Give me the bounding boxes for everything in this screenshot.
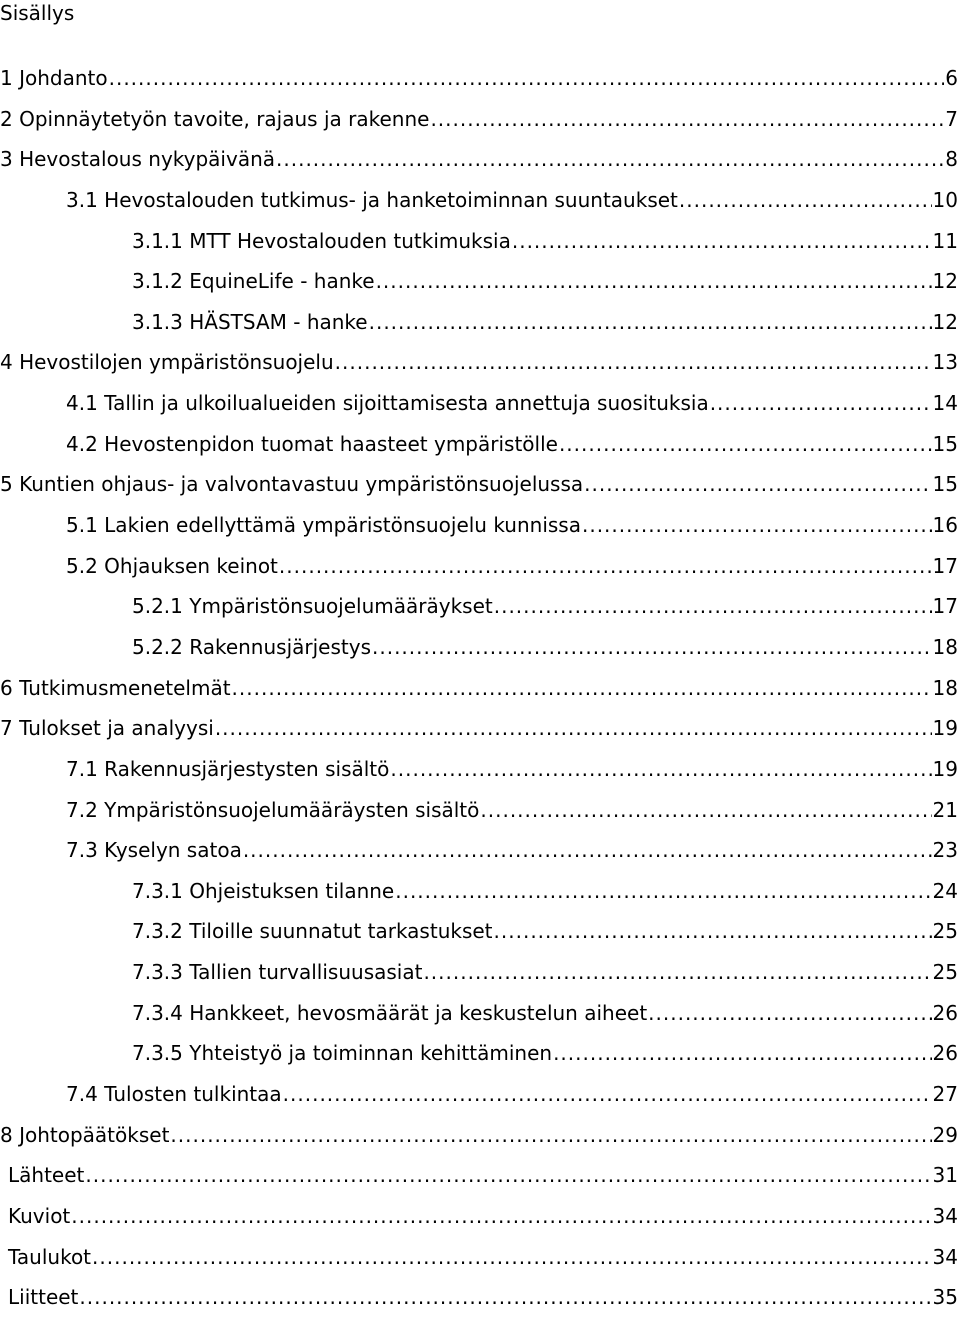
- toc-entry-label: 7.2 Ympäristönsuojelumääräysten sisältö: [66, 797, 480, 822]
- dot-leader: [372, 627, 932, 668]
- toc-entry-label: 7.3.4 Hankkeet, hevosmäärät ja keskustelun aiheet: [132, 1000, 648, 1025]
- toc-entry[interactable]: [0, 139, 958, 180]
- toc-entry-page-number: 17: [932, 553, 958, 578]
- toc-entry-page-number: 6: [945, 66, 958, 90]
- toc-entry-label: 7.3.5 Yhteistyö ja toiminnan kehittäminen: [132, 1041, 553, 1066]
- toc-entry-label: 7.1 Rakennusjärjestysten sisältö: [66, 756, 390, 781]
- toc-entry[interactable]: [0, 1237, 958, 1278]
- toc-entry-label: 8 Johtopäätökset: [0, 1122, 170, 1147]
- toc-entry-page-number: 17: [932, 594, 958, 619]
- toc-entry-page-number: 19: [932, 716, 958, 741]
- toc-entry[interactable]: [0, 1196, 958, 1237]
- toc-entry[interactable]: [0, 993, 958, 1034]
- dot-leader: [369, 302, 932, 343]
- dot-leader: [215, 708, 932, 749]
- toc-entry-label: 5.2.1 Ympäristönsuojelumääräykset: [132, 594, 493, 619]
- toc-entry[interactable]: [0, 221, 958, 262]
- dot-leader: [494, 586, 932, 627]
- toc-entry-label: 3 Hevostalous nykypäivänä: [0, 147, 276, 172]
- toc-entry-page-number: 29: [932, 1122, 958, 1147]
- toc-entry-label: 5.1 Lakien edellyttämä ympäristönsuojelu kunnissa: [66, 513, 581, 538]
- toc-entry[interactable]: [0, 424, 958, 465]
- toc-entry[interactable]: [0, 1155, 958, 1196]
- dot-leader: [85, 1155, 931, 1196]
- toc-entry[interactable]: [0, 180, 958, 221]
- toc-entry-label: 6 Tutkimusmenetelmät: [0, 675, 231, 700]
- toc-entry-page-number: 24: [932, 878, 958, 903]
- toc-entry[interactable]: [0, 464, 958, 505]
- toc-entry-page-number: 8: [945, 147, 958, 172]
- toc-entry-label: 3.1.1 MTT Hevostalouden tutkimuksia: [132, 228, 511, 253]
- toc-entry-page-number: 25: [932, 919, 958, 944]
- toc-entry[interactable]: [0, 505, 958, 546]
- dot-leader: [480, 790, 931, 831]
- toc-entry-page-number: 15: [932, 431, 958, 456]
- toc-entry-label: 5.2.2 Rakennusjärjestys: [132, 634, 371, 659]
- dot-leader: [71, 1196, 931, 1237]
- toc-entry-label: 2 Opinnäytetyön tavoite, rajaus ja rakenne: [0, 106, 430, 131]
- dot-leader: [494, 911, 932, 952]
- toc-entry-page-number: 34: [932, 1203, 958, 1228]
- toc-entry-page-number: 19: [932, 756, 958, 781]
- toc-entry[interactable]: [0, 668, 958, 709]
- toc-entry-page-number: 31: [932, 1163, 958, 1188]
- dot-leader: [423, 952, 931, 993]
- toc-entry[interactable]: [0, 627, 958, 668]
- page-title: Sisällys: [0, 1, 75, 25]
- toc-entry-page-number: 11: [932, 228, 958, 253]
- toc-entry-page-number: 16: [932, 513, 958, 538]
- toc-entry[interactable]: [0, 342, 958, 383]
- toc-entry[interactable]: [0, 952, 958, 993]
- toc-entry[interactable]: [0, 911, 958, 952]
- toc-entry-label: 1 Johdanto: [0, 66, 108, 90]
- toc-entry[interactable]: [0, 708, 958, 749]
- toc-entry-label: 5.2 Ohjauksen keinot: [66, 553, 278, 578]
- toc-entry-page-number: 12: [932, 309, 958, 334]
- toc-entry-page-number: 12: [932, 269, 958, 294]
- toc-entry-page-number: 21: [932, 797, 958, 822]
- dot-leader: [395, 871, 931, 912]
- dot-leader: [553, 1033, 931, 1074]
- dot-leader: [276, 139, 944, 180]
- toc-entry-page-number: 10: [932, 187, 958, 212]
- dot-leader: [430, 99, 944, 140]
- toc-entry-label: 4.2 Hevostenpidon tuomat haasteet ympäristölle: [66, 431, 558, 456]
- toc-entry-page-number: 27: [932, 1082, 958, 1107]
- toc-entry-label: 7.3.2 Tiloille suunnatut tarkastukset: [132, 919, 493, 944]
- toc-entry-label: 4 Hevostilojen ympäristönsuojelu: [0, 350, 334, 375]
- toc-entry-page-number: 18: [932, 675, 958, 700]
- dot-leader: [335, 342, 932, 383]
- toc-entry-label: 7.3.1 Ohjeistuksen tilanne: [132, 878, 395, 903]
- toc-entry-page-number: 13: [932, 350, 958, 375]
- toc-entry[interactable]: [0, 1277, 958, 1318]
- dot-leader: [92, 1237, 932, 1278]
- toc-entry[interactable]: [0, 586, 958, 627]
- toc-entry[interactable]: [0, 749, 958, 790]
- toc-entry[interactable]: [0, 1115, 958, 1156]
- dot-leader: [376, 261, 932, 302]
- toc-entry[interactable]: [0, 790, 958, 831]
- toc-entry[interactable]: [0, 546, 958, 587]
- toc-entry[interactable]: [0, 830, 958, 871]
- toc-entry-label: Lähteet: [8, 1163, 85, 1188]
- toc-entry-label: 7.4 Tulosten tulkintaa: [66, 1082, 282, 1107]
- toc-entry[interactable]: [0, 261, 958, 302]
- toc-entry-page-number: 18: [932, 634, 958, 659]
- toc-entry-label: 5 Kuntien ohjaus- ja valvontavastuu ympäristönsuojelussa: [0, 472, 584, 497]
- toc-entry[interactable]: [0, 383, 958, 424]
- dot-leader: [243, 830, 932, 871]
- toc-entry[interactable]: [0, 302, 958, 343]
- toc-entry-page-number: 25: [932, 960, 958, 985]
- toc-entry-page-number: 15: [932, 472, 958, 497]
- toc-entry-page-number: 26: [932, 1041, 958, 1066]
- toc-entry-label: 7.3 Kyselyn satoa: [66, 838, 242, 863]
- toc-entry-page-number: 7: [945, 106, 958, 131]
- toc-entry-label: 3.1.2 EquineLife - hanke: [132, 269, 375, 294]
- toc-entry-label: Taulukot: [8, 1244, 92, 1269]
- toc-entry[interactable]: [0, 99, 958, 140]
- dot-leader: [232, 668, 932, 709]
- dot-leader: [279, 546, 932, 587]
- toc-entry[interactable]: [0, 1074, 958, 1115]
- toc-entry[interactable]: [0, 871, 958, 912]
- dot-leader: [710, 383, 932, 424]
- dot-leader: [283, 1074, 932, 1115]
- toc-entry-label: 7.3.3 Tallien turvallisuusasiat: [132, 960, 423, 985]
- dot-leader: [390, 749, 931, 790]
- toc-entry-label: Kuviot: [8, 1203, 71, 1228]
- toc-entry-page-number: 35: [932, 1285, 958, 1310]
- toc-entry-label: Liitteet: [8, 1285, 79, 1310]
- dot-leader: [559, 424, 932, 465]
- toc-entry-page-number: 23: [932, 838, 958, 863]
- dot-leader: [170, 1115, 931, 1156]
- toc-entry-page-number: 26: [932, 1000, 958, 1025]
- dot-leader: [584, 464, 931, 505]
- dot-leader: [648, 993, 931, 1034]
- dot-leader: [109, 58, 945, 99]
- table-of-contents: [0, 58, 958, 1318]
- toc-entry-label: 4.1 Tallin ja ulkoilualueiden sijoittamisesta annettuja suosituksia: [66, 391, 709, 416]
- toc-entry[interactable]: [0, 58, 958, 99]
- toc-entry-label: 3.1.3 HÄSTSAM - hanke: [132, 309, 368, 334]
- toc-entry[interactable]: [0, 1033, 958, 1074]
- dot-leader: [79, 1277, 931, 1318]
- toc-entry-page-number: 34: [932, 1244, 958, 1269]
- toc-entry-label: 3.1 Hevostalouden tutkimus- ja hanketoiminnan suuntaukset: [66, 187, 678, 212]
- toc-entry-label: 7 Tulokset ja analyysi: [0, 716, 214, 741]
- toc-entry-page-number: 14: [932, 391, 958, 416]
- dot-leader: [582, 505, 932, 546]
- dot-leader: [679, 180, 932, 221]
- dot-leader: [512, 221, 932, 262]
